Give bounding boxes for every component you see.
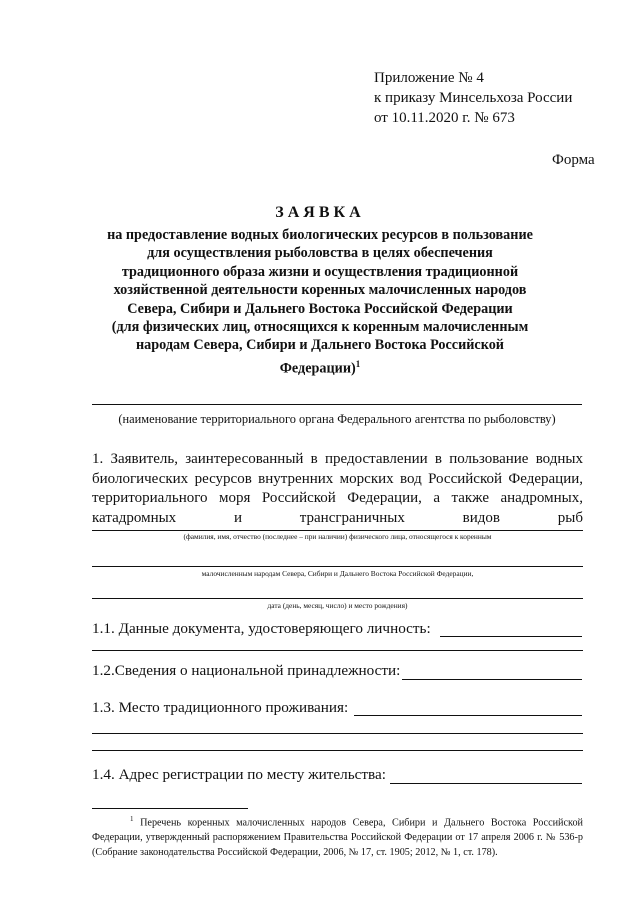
residence-line-3[interactable] — [92, 750, 583, 751]
identity-document-field[interactable] — [440, 636, 582, 637]
page-subtitle — [80, 226, 560, 378]
footnote-number: 1 — [130, 815, 134, 823]
subtitle-line: для осуществления рыболовства в целях обеспечения — [147, 245, 493, 262]
subtitle-line: традиционного образа жизни и осуществления традиционной — [121, 263, 519, 280]
footnote-reference: 1 — [355, 358, 361, 369]
birth-line[interactable] — [92, 598, 583, 599]
footnote — [92, 812, 583, 860]
birth-caption: дата (день, месяц, число) и место рождения) — [267, 601, 408, 610]
subtitle-line: на предоставление водных биологических ресурсов в пользование — [107, 227, 533, 243]
nationality-label: 1.2.Сведения о национальной принадлежности: — [92, 662, 401, 679]
peoples-line[interactable] — [92, 566, 583, 567]
residence-field[interactable] — [354, 715, 582, 716]
subtitle-line — [80, 355, 560, 378]
registration-address-label: 1.4. Адрес регистрации по месту жительства: — [92, 766, 386, 783]
applicant-name-caption: (фамилия, имя, отчество (последнее – при наличии) физического лица, относящегося к коренным — [183, 532, 492, 541]
order-date: от 10.11.2020 г. № 673 — [374, 110, 515, 126]
peoples-caption: малочисленным народам Севера, Сибири и Дальнего Востока Российской Федерации, — [201, 569, 474, 578]
footnote-text: Перечень коренных малочисленных народов Севера, Сибири и Дальнего Востока Российской Федерации, утвержденный распоряжением Правительства Российской Федерации от 17 апреля 2006 г. № 536-р (Собрание законодательства Российской Федерации, 2006, № 17, ст. 1905; 2012, № 1, ст. 178). — [92, 817, 584, 858]
form-label: Форма — [552, 152, 595, 168]
organ-name-line[interactable] — [92, 404, 582, 405]
appendix-number: Приложение № 4 — [374, 70, 484, 86]
organ-name-caption: (наименование территориального органа Федерального агентства по рыболовству) — [118, 412, 556, 426]
nationality-field[interactable] — [402, 679, 582, 680]
residence-line-2[interactable] — [92, 733, 583, 734]
subtitle-line: Севера, Сибири и Дальнего Востока Российской Федерации — [127, 300, 513, 317]
applicant-paragraph: 1. Заявитель, заинтересованный в предоставлении в пользование водных биологических ресурсов внутренних морских вод Российской Федерации, территориального моря Российской Федерации, а также анадромных, катадромных и трансграничных видов рыб — [92, 451, 583, 526]
subtitle-line: (для физических лиц, относящихся к коренным малочисленным — [111, 319, 529, 336]
page-title: ЗАЯВКА — [275, 204, 365, 221]
registration-address-field[interactable] — [390, 783, 582, 784]
identity-document-line-2[interactable] — [92, 650, 583, 651]
subtitle-line-text: Федерации) — [279, 360, 356, 377]
subtitle-line: народам Севера, Сибири и Дальнего Востока Российской — [136, 337, 504, 354]
residence-label: 1.3. Место традиционного проживания: — [92, 699, 349, 716]
identity-document-label: 1.1. Данные документа, удостоверяющего личность: — [92, 620, 431, 637]
subtitle-line: хозяйственной деятельности коренных малочисленных народов — [113, 282, 527, 299]
footnote-separator — [92, 808, 248, 809]
order-reference: к приказу Минсельхоза России — [374, 90, 573, 106]
applicant-name-line[interactable] — [92, 530, 583, 531]
